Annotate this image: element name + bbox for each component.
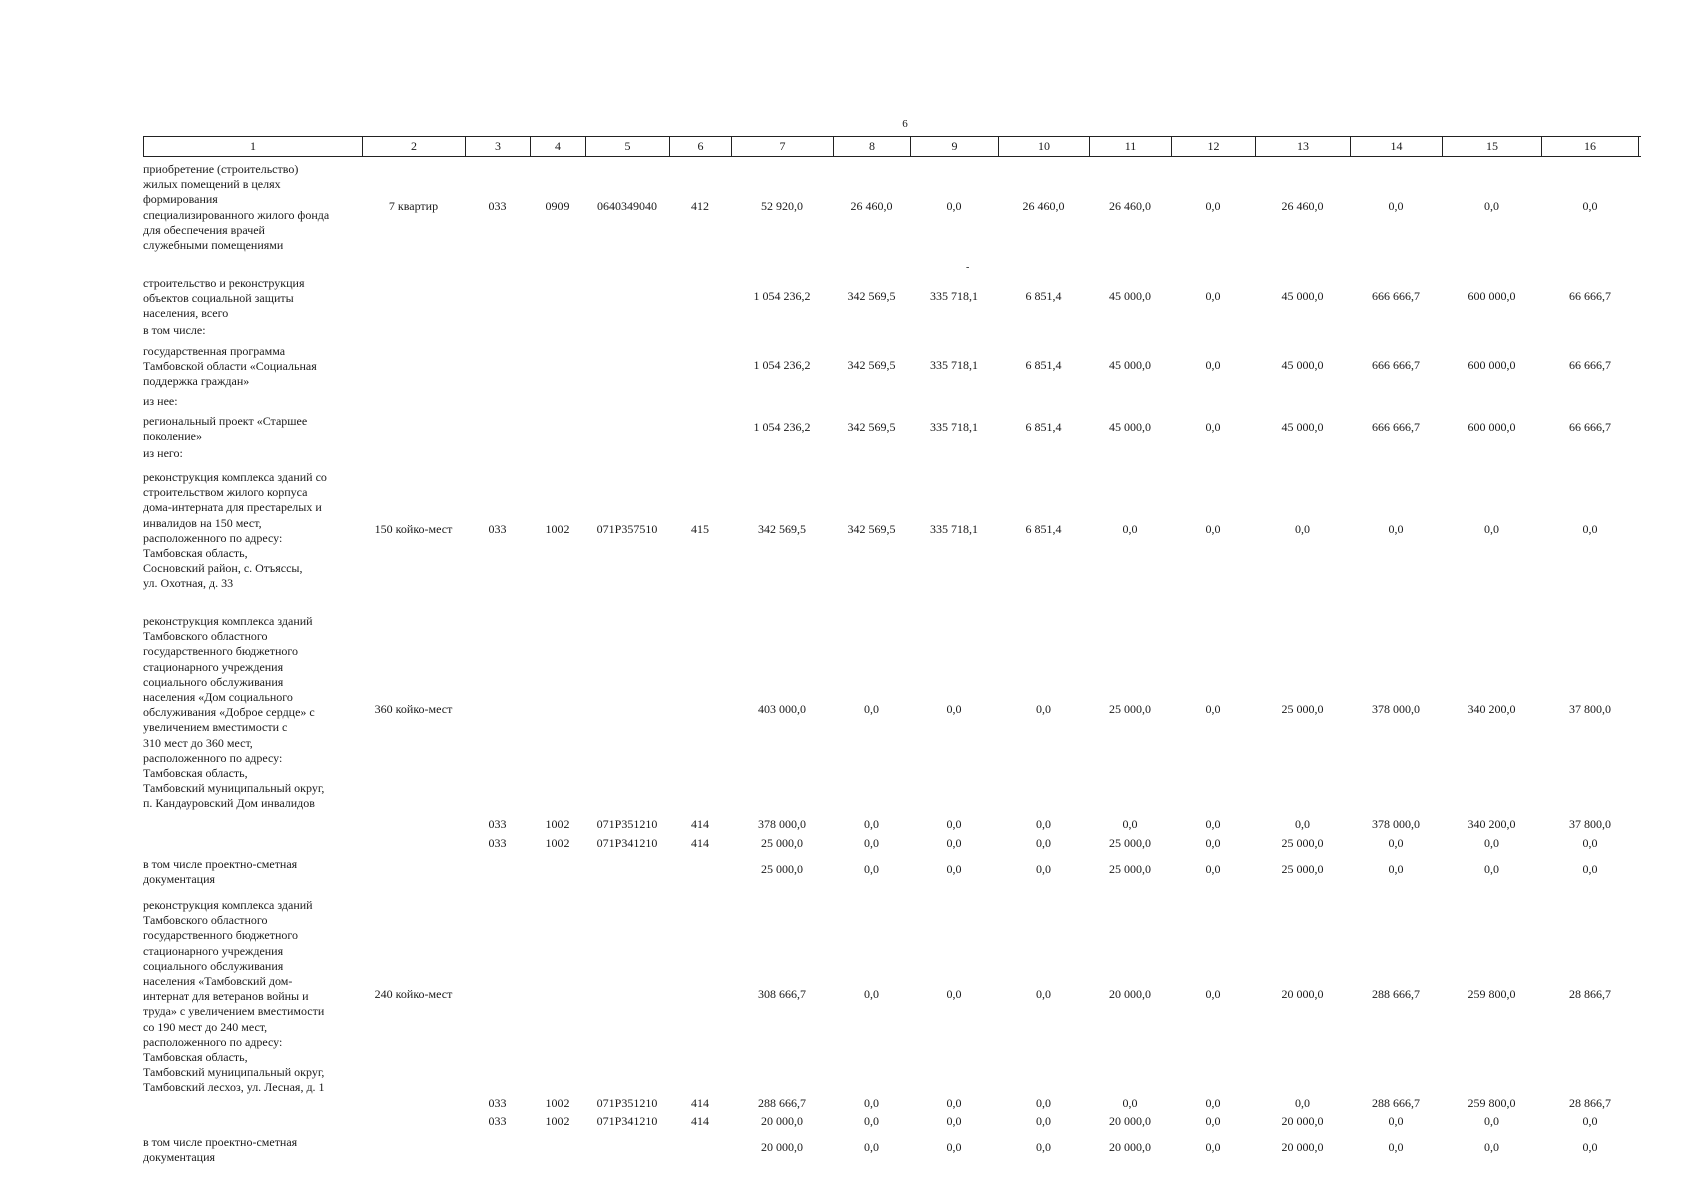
row-description: в том числе проектно-сметная документация: [143, 857, 298, 887]
row-value-col-12: 0,0: [1205, 1096, 1221, 1110]
row-value-col-9: 0,0: [946, 862, 962, 876]
row-target-code: 071Р351210: [596, 817, 658, 831]
row-value-col-14: 288 666,7: [1372, 987, 1420, 1001]
row-value-col-8: 0,0: [864, 817, 879, 831]
row-unit: 360 койко-мест: [374, 702, 453, 716]
row-value-col-16: 0,0: [1582, 199, 1598, 213]
header-col-12: 12: [1171, 137, 1255, 156]
row-value-col-14: 666 666,7: [1372, 289, 1420, 303]
row-value-col-16: 37 800,0: [1569, 817, 1611, 831]
row-value-col-14: 0,0: [1388, 199, 1404, 213]
row-value-col-14: 666 666,7: [1372, 358, 1420, 372]
row-section-code: 1002: [545, 1096, 570, 1110]
row-value-col-8: 0,0: [864, 987, 879, 1001]
row-value-col-9: 0,0: [946, 1114, 962, 1128]
row-value-col-16: 0,0: [1582, 1114, 1598, 1128]
row-ministry-code: 033: [488, 817, 507, 831]
row-value-col-10: 0,0: [1036, 817, 1051, 831]
row-value-col-16: 28 866,7: [1569, 987, 1611, 1001]
row-value-col-11: 20 000,0: [1109, 1140, 1151, 1154]
row-value-col-9: 0,0: [946, 702, 962, 716]
row-value-col-16: 28 866,7: [1569, 1096, 1611, 1110]
row-description: из нее:: [143, 394, 178, 408]
row-value-col-10: 6 851,4: [1025, 289, 1062, 303]
row-value-col-11: 20 000,0: [1109, 987, 1151, 1001]
row-description: из него:: [143, 446, 183, 460]
row-value-col-10: 0,0: [1036, 1140, 1051, 1154]
row-value-col-11: 25 000,0: [1109, 862, 1151, 876]
row-section-code: 1002: [545, 522, 570, 536]
row-ministry-code: 033: [488, 1096, 507, 1110]
row-value-col-10: 0,0: [1036, 862, 1051, 876]
row-value-col-11: 45 000,0: [1109, 420, 1151, 434]
row-value-col-13: 45 000,0: [1281, 420, 1324, 434]
row-value-col-16: 0,0: [1582, 522, 1598, 536]
row-value-col-9: 335 718,1: [930, 289, 978, 303]
row-value-col-16: 0,0: [1582, 1140, 1598, 1154]
row-value-col-14: 288 666,7: [1372, 1096, 1420, 1110]
table-header: [143, 136, 1641, 157]
row-expense-type: 415: [691, 522, 709, 536]
row-value-col-12: 0,0: [1205, 702, 1221, 716]
row-ministry-code: 033: [488, 199, 507, 213]
row-value-col-8: 0,0: [864, 836, 879, 850]
row-value-col-10: 0,0: [1036, 987, 1051, 1001]
row-value-col-12: 0,0: [1205, 1140, 1221, 1154]
header-col-5: 5: [585, 137, 669, 156]
header-col-4: 4: [530, 137, 585, 156]
row-value-col-13: 45 000,0: [1281, 358, 1324, 372]
row-value-col-15: 340 200,0: [1467, 817, 1516, 831]
row-value-col-10: 6 851,4: [1025, 522, 1062, 536]
row-value-col-11: 0,0: [1122, 1096, 1138, 1110]
row-value-col-12: 0,0: [1205, 836, 1221, 850]
header-col-1: 1: [143, 137, 362, 156]
row-value-col-16: 0,0: [1582, 836, 1598, 850]
header-col-16: 16: [1541, 137, 1639, 156]
row-value-col-7: 403 000,0: [758, 702, 806, 716]
row-value-col-13: 45 000,0: [1281, 289, 1324, 303]
row-value-col-9: 0,0: [946, 1096, 962, 1110]
row-value-col-12: 0,0: [1205, 522, 1221, 536]
row-value-col-15: 259 800,0: [1467, 987, 1516, 1001]
page-number: 6: [902, 118, 908, 130]
row-value-col-7: 25 000,0: [761, 836, 803, 850]
row-value-col-11: 45 000,0: [1109, 358, 1151, 372]
row-value-col-16: 37 800,0: [1569, 702, 1611, 716]
row-value-col-14: 666 666,7: [1372, 420, 1420, 434]
row-value-col-12: 0,0: [1205, 199, 1221, 213]
row-value-col-16: 0,0: [1582, 862, 1598, 876]
row-value-col-7: 20 000,0: [761, 1140, 803, 1154]
header-col-7: 7: [731, 137, 833, 156]
row-expense-type: 412: [691, 199, 709, 213]
header-col-14: 14: [1350, 137, 1442, 156]
row-value-col-8: 342 569,5: [847, 420, 896, 434]
row-value-col-9: 335 718,1: [930, 420, 978, 434]
row-value-col-15: 259 800,0: [1467, 1096, 1516, 1110]
row-value-col-9: 0,0: [946, 1140, 962, 1154]
row-value-col-14: 0,0: [1388, 1114, 1404, 1128]
row-value-col-7: 308 666,7: [758, 987, 806, 1001]
row-value-col-16: 66 666,7: [1569, 420, 1611, 434]
row-target-code: 071Р341210: [596, 836, 658, 850]
row-description: приобретение (строительство) жилых помещений в целях формирования специализированного жилого фонда для обеспечения врачей служебными помещениями: [143, 162, 330, 253]
row-value-col-15: 0,0: [1484, 1140, 1499, 1154]
row-value-col-13: 0,0: [1295, 1096, 1310, 1110]
row-value-col-9: 0,0: [946, 817, 962, 831]
row-value-col-11: 0,0: [1122, 522, 1138, 536]
row-value-col-12: 0,0: [1205, 289, 1221, 303]
row-value-col-8: 342 569,5: [847, 289, 896, 303]
row-value-col-15: 600 000,0: [1467, 289, 1516, 303]
row-target-code: 071Р351210: [596, 1096, 658, 1110]
row-value-col-15: 0,0: [1484, 1114, 1499, 1128]
row-value-col-12: 0,0: [1205, 1114, 1221, 1128]
row-value-col-11: 45 000,0: [1109, 289, 1151, 303]
row-target-code: 0640349040: [597, 199, 657, 213]
stray-dash-mark: -: [966, 262, 970, 273]
row-value-col-8: 0,0: [864, 702, 879, 716]
row-description: реконструкция комплекса зданий Тамбовского областного государственного бюджетного стационарного учреждения социального обслуживания населения «Тамбовский дом- интернат для ветеранов войны и труда» с увеличением вместимости со 190 мест до 240 мест, расположенного по адресу: Тамбовская область, Тамбовский муниципальный округ, Тамбовский лесхоз, ул. Лесная, д. 1: [143, 898, 325, 1095]
row-value-col-16: 66 666,7: [1569, 289, 1611, 303]
row-value-col-8: 342 569,5: [847, 358, 896, 372]
row-value-col-7: 1 054 236,2: [753, 289, 811, 303]
row-value-col-7: 52 920,0: [761, 199, 803, 213]
row-value-col-11: 26 460,0: [1109, 199, 1151, 213]
row-value-col-15: 0,0: [1484, 199, 1499, 213]
row-value-col-11: 20 000,0: [1109, 1114, 1151, 1128]
row-value-col-13: 25 000,0: [1281, 836, 1324, 850]
row-value-col-8: 0,0: [864, 862, 879, 876]
row-ministry-code: 033: [488, 1114, 507, 1128]
row-value-col-9: 335 718,1: [930, 522, 978, 536]
row-value-col-8: 26 460,0: [850, 199, 893, 213]
row-section-code: 1002: [545, 817, 570, 831]
row-expense-type: 414: [691, 817, 709, 831]
row-value-col-9: 335 718,1: [930, 358, 978, 372]
row-expense-type: 414: [691, 1096, 709, 1110]
header-col-9: 9: [910, 137, 998, 156]
row-description: строительство и реконструкция объектов социальной защиты населения, всего: [143, 276, 305, 321]
row-value-col-10: 0,0: [1036, 836, 1051, 850]
row-section-code: 1002: [545, 836, 570, 850]
row-value-col-7: 378 000,0: [758, 817, 806, 831]
row-value-col-15: 0,0: [1484, 836, 1499, 850]
row-value-col-12: 0,0: [1205, 987, 1221, 1001]
row-unit: 7 квартир: [388, 199, 439, 213]
row-value-col-8: 0,0: [864, 1140, 879, 1154]
row-value-col-10: 0,0: [1036, 1096, 1051, 1110]
row-expense-type: 414: [691, 1114, 709, 1128]
row-value-col-13: 20 000,0: [1281, 987, 1324, 1001]
row-value-col-13: 20 000,0: [1281, 1114, 1324, 1128]
row-value-col-9: 0,0: [946, 836, 962, 850]
row-target-code: 071Р357510: [596, 522, 658, 536]
row-value-col-15: 0,0: [1484, 522, 1499, 536]
row-value-col-7: 1 054 236,2: [753, 358, 811, 372]
row-value-col-15: 340 200,0: [1467, 702, 1516, 716]
row-ministry-code: 033: [488, 836, 507, 850]
row-value-col-14: 0,0: [1388, 522, 1404, 536]
row-description: в том числе:: [143, 323, 206, 337]
row-value-col-10: 26 460,0: [1022, 199, 1065, 213]
row-description: государственная программа Тамбовской области «Социальная поддержка граждан»: [143, 344, 317, 389]
row-value-col-15: 600 000,0: [1467, 420, 1516, 434]
row-value-col-11: 25 000,0: [1109, 702, 1151, 716]
row-value-col-15: 600 000,0: [1467, 358, 1516, 372]
row-description: реконструкция комплекса зданий Тамбовского областного государственного бюджетного стационарного учреждения социального обслуживания населения «Дом социального обслуживания «Доброе сердце» с увеличением вместимости с 310 мест до 360 мест, расположенного по адресу: Тамбовская область, Тамбовский муниципальный округ, п. Кандауровский Дом инвалидов: [143, 614, 325, 811]
row-value-col-13: 25 000,0: [1281, 862, 1324, 876]
row-expense-type: 414: [691, 836, 709, 850]
row-value-col-8: 0,0: [864, 1114, 879, 1128]
row-value-col-7: 288 666,7: [758, 1096, 806, 1110]
row-value-col-7: 20 000,0: [761, 1114, 803, 1128]
row-value-col-7: 25 000,0: [761, 862, 803, 876]
row-section-code: 1002: [545, 1114, 570, 1128]
row-value-col-14: 378 000,0: [1372, 817, 1420, 831]
row-description: реконструкция комплекса зданий со строительством жилого корпуса дома-интерната для престарелых и инвалидов на 150 мест, расположенного по адресу: Тамбовская область, Сосновский район, с. Отъясcы, ул. Охотная, д. 33: [143, 470, 327, 591]
header-col-6: 6: [669, 137, 731, 156]
header-col-11: 11: [1089, 137, 1171, 156]
row-value-col-13: 25 000,0: [1281, 702, 1324, 716]
row-value-col-12: 0,0: [1205, 420, 1221, 434]
row-value-col-9: 0,0: [946, 987, 962, 1001]
header-col-10: 10: [998, 137, 1089, 156]
row-value-col-14: 0,0: [1388, 1140, 1404, 1154]
row-value-col-8: 342 569,5: [847, 522, 896, 536]
header-col-15: 15: [1442, 137, 1541, 156]
row-value-col-10: 0,0: [1036, 1114, 1051, 1128]
row-value-col-11: 25 000,0: [1109, 836, 1151, 850]
row-value-col-13: 0,0: [1295, 522, 1310, 536]
row-value-col-9: 0,0: [946, 199, 962, 213]
row-unit: 240 койко-мест: [374, 987, 453, 1001]
header-col-8: 8: [833, 137, 910, 156]
row-value-col-10: 6 851,4: [1025, 358, 1062, 372]
row-unit: 150 койко-мест: [374, 522, 453, 536]
row-value-col-12: 0,0: [1205, 358, 1221, 372]
row-value-col-16: 66 666,7: [1569, 358, 1611, 372]
row-value-col-10: 0,0: [1036, 702, 1051, 716]
row-value-col-13: 20 000,0: [1281, 1140, 1324, 1154]
row-description: в том числе проектно-сметная документация: [143, 1135, 298, 1165]
row-description: региональный проект «Старшее поколение»: [143, 414, 308, 444]
row-value-col-11: 0,0: [1122, 817, 1138, 831]
row-value-col-14: 378 000,0: [1372, 702, 1420, 716]
row-ministry-code: 033: [488, 522, 507, 536]
header-col-3: 3: [465, 137, 530, 156]
header-col-13: 13: [1255, 137, 1350, 156]
row-value-col-13: 0,0: [1295, 817, 1310, 831]
row-value-col-7: 342 569,5: [758, 522, 806, 536]
row-value-col-7: 1 054 236,2: [753, 420, 811, 434]
row-value-col-13: 26 460,0: [1281, 199, 1324, 213]
row-value-col-12: 0,0: [1205, 862, 1221, 876]
row-target-code: 071Р341210: [596, 1114, 658, 1128]
row-value-col-8: 0,0: [864, 1096, 879, 1110]
row-value-col-12: 0,0: [1205, 817, 1221, 831]
header-col-2: 2: [362, 137, 465, 156]
row-section-code: 0909: [545, 199, 570, 213]
row-value-col-10: 6 851,4: [1025, 420, 1062, 434]
row-value-col-15: 0,0: [1484, 862, 1499, 876]
row-value-col-14: 0,0: [1388, 836, 1404, 850]
row-value-col-14: 0,0: [1388, 862, 1404, 876]
